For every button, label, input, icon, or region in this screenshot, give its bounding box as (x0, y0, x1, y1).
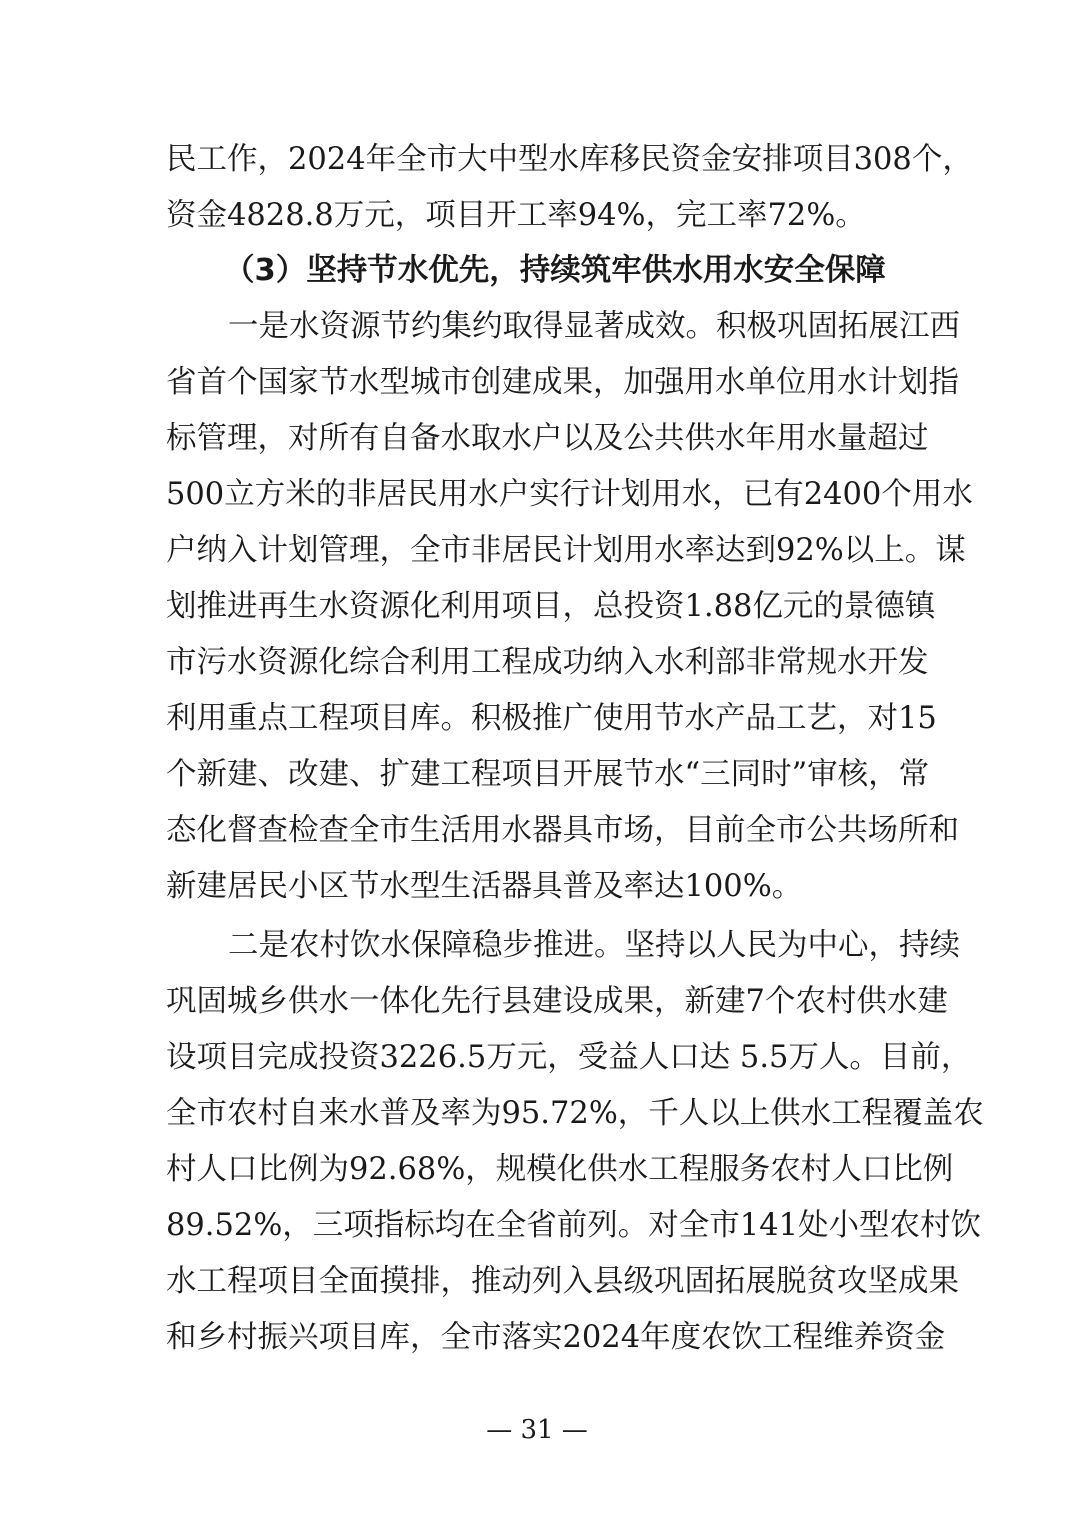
text-line: 标管理，对所有自备水取水户以及公共供水年用水量超过 (166, 421, 929, 456)
text-line: 和乡村振兴项目库，全市落实2024年度农饮工程维养资金 (166, 1320, 946, 1355)
text-line: 态化督查检查全市生活用水器具市场，目前全市公共场所和 (166, 813, 959, 848)
text-line: 设项目完成投资3226.5万元，受益人口达 5.5万人。目前， (166, 1040, 972, 1075)
text-line: 个新建、改建、扩建工程项目开展节水“三同时”审核，常 (166, 757, 930, 792)
text-line: 全市农村自来水普及率为95.72%，千人以上供水工程覆盖农 (166, 1096, 984, 1131)
text-line: 资金4828.8万元，项目开工率94%，完工率72%。 (166, 198, 866, 233)
text-line: 省首个国家节水型城市创建成果，加强用水单位用水计划指 (166, 365, 959, 400)
page-number: — 31 — (486, 1415, 588, 1445)
text-line: 水工程项目全面摸排，推动列入县级巩固拓展脱贫攻坚成果 (166, 1264, 959, 1299)
text-line: 户纳入计划管理，全市非居民计划用水率达到92%以上。谋 (166, 533, 966, 568)
paragraph-first-line: 一是水资源节约集约取得显著成效。积极巩固拓展江西 (228, 309, 960, 344)
text-line: 民工作，2024年全市大中型水库移民资金安排项目308个， (166, 142, 973, 177)
paragraph-first-line: 二是农村饮水保障稳步推进。坚持以人民为中心，持续 (228, 928, 960, 963)
text-line: 巩固城乡供水一体化先行县建设成果，新建7个农村供水建 (166, 984, 948, 1019)
text-line: 利用重点工程项目库。积极推广使用节水产品工艺，对15 (166, 701, 937, 736)
text-line: 新建居民小区节水型生活器具普及率达100%。 (166, 869, 803, 904)
text-line: 划推进再生水资源化利用项目，总投资1.88亿元的景德镇 (166, 589, 936, 624)
section-heading: （3）坚持节水优先，持续筑牢供水用水安全保障 (224, 253, 886, 288)
text-line: 村人口比例为92.68%，规模化供水工程服务农村人口比例 (166, 1152, 954, 1187)
text-line: 89.52%，三项指标均在全省前列。对全市141处小型农村饮 (166, 1208, 982, 1243)
text-line: 市污水资源化综合利用工程成功纳入水利部非常规水开发 (166, 645, 929, 680)
text-line: 500立方米的非居民用水户实行计划用水，已有2400个用水 (166, 477, 973, 512)
